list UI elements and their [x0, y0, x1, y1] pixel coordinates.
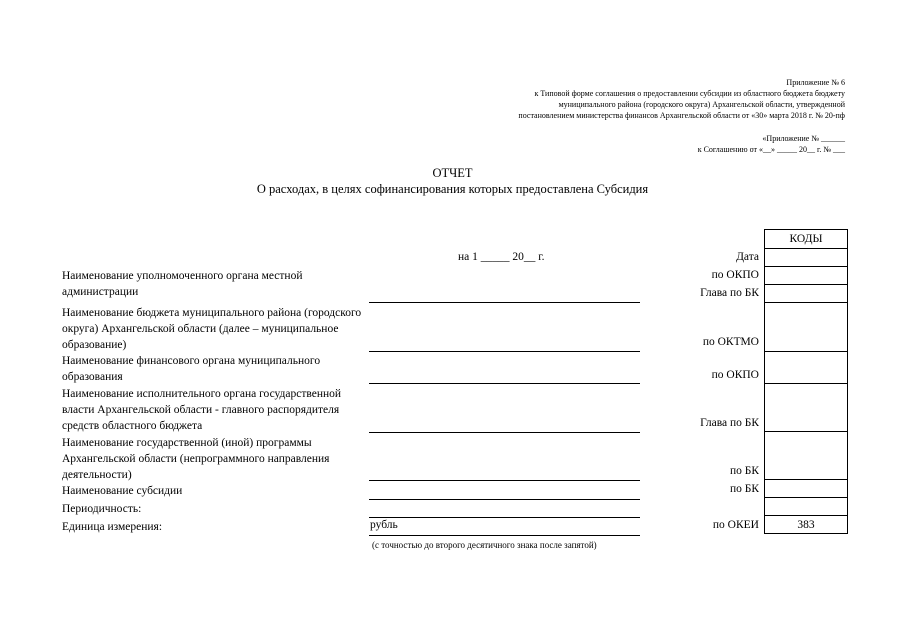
label-glava-bk-1: Глава по БК — [700, 287, 759, 299]
unit-value: рубль — [370, 519, 398, 531]
code-cell-okei: 383 — [765, 516, 848, 534]
label-okpo-1: по ОКПО — [711, 269, 759, 281]
field-line-subsidy — [369, 499, 640, 500]
field-line-program — [369, 480, 640, 481]
field-label-subsidy: Наименование субсидии — [62, 485, 183, 497]
field-label-finance: Наименование финансового органа муниципального образования — [62, 355, 321, 383]
code-cell-date[interactable] — [765, 249, 848, 267]
code-cell-periodicity[interactable] — [765, 498, 848, 516]
field-line-finance — [369, 383, 640, 384]
label-bk-1: по БК — [729, 465, 759, 477]
code-cell-oktmo[interactable] — [765, 303, 848, 352]
field-line-executive — [369, 432, 640, 433]
appendix-line-2: муниципального района (городского округа) Архангельской области, утвержденной — [558, 100, 845, 109]
field-label-periodicity: Периодичность: — [62, 503, 142, 515]
field-line-authority — [369, 302, 640, 303]
label-date: Дата — [736, 251, 759, 263]
code-cell-okpo-2[interactable] — [765, 352, 848, 384]
appendix-line-1: к Типовой форме соглашения о предоставлении субсидии из областного бюджета бюджету — [534, 89, 845, 98]
field-label-authority: Наименование уполномоченного органа местной администрации — [62, 270, 303, 298]
field-line-budget — [369, 351, 640, 352]
appendix-line-3: постановлением министерства финансов Архангельской области от «30» марта 2018 г. № 20-пф — [518, 111, 845, 120]
codes-table — [764, 229, 848, 534]
code-cell-glava-bk-2[interactable] — [765, 384, 848, 432]
report-subtitle: О расходах, в целях софинансирования которых предоставлена Субсидия — [256, 182, 649, 196]
label-okpo-2: по ОКПО — [711, 369, 759, 381]
field-line-unit — [369, 535, 640, 536]
field-line-periodicity — [369, 517, 640, 518]
codes-header: КОДЫ — [765, 230, 848, 249]
report-title: ОТЧЕТ — [432, 166, 473, 180]
appendix-number: Приложение № 6 — [786, 78, 845, 87]
code-cell-bk-1[interactable] — [765, 432, 848, 480]
code-cell-okpo-1[interactable] — [765, 267, 848, 285]
appendix-number-2: «Приложение № ______ — [762, 134, 845, 143]
field-label-budget: Наименование бюджета муниципального района (городского округа) Архангельской области (далее – муниципальное образование) — [62, 307, 362, 351]
agreement-reference: к Соглашению от «__» _____ 20__ г. № ___ — [697, 145, 845, 154]
unit-precision-note: (с точностью до второго десятичного знака после запятой) — [372, 540, 597, 550]
label-okei: по ОКЕИ — [712, 519, 759, 531]
label-glava-bk-2: Глава по БК — [700, 417, 759, 429]
field-label-program: Наименование государственной (иной) программы Архангельской области (непрограммного направления деятельности) — [62, 437, 330, 481]
code-cell-bk-2[interactable] — [765, 480, 848, 498]
label-oktmo: по ОКТМО — [702, 336, 759, 348]
code-cell-glava-bk-1[interactable] — [765, 285, 848, 303]
field-label-unit: Единица измерения: — [62, 521, 163, 533]
field-label-executive: Наименование исполнительного органа государственной власти Архангельской области - главного распорядителя средств областного бюджета — [62, 388, 342, 432]
label-bk-2: по БК — [729, 483, 759, 495]
report-date-line: на 1 _____ 20__ г. — [458, 251, 545, 263]
